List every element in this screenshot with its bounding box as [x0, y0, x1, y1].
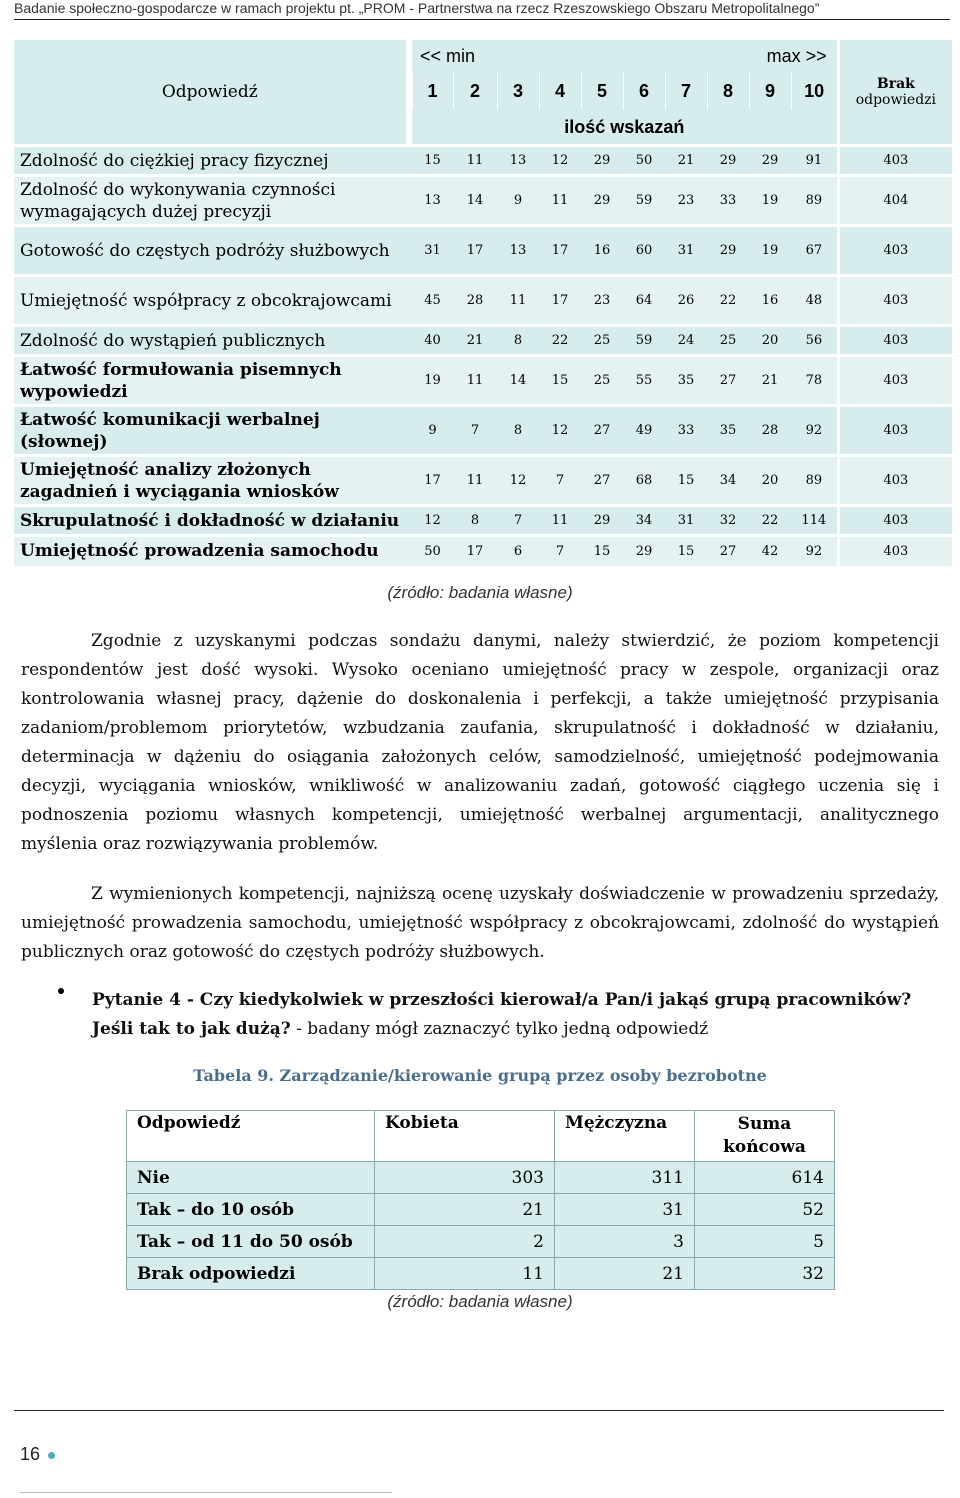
count-cell: 17	[412, 456, 453, 506]
count-cell: 12	[412, 506, 453, 536]
row-label: Brak odpowiedzi	[127, 1258, 375, 1290]
row-label: Skrupulatność i dokładność w działaniu	[14, 506, 412, 536]
table-row	[14, 276, 952, 326]
footer-line	[20, 1492, 392, 1493]
count-cell: 27	[707, 536, 749, 566]
count-cell: 78	[791, 356, 838, 406]
count-cell: 11	[453, 356, 497, 406]
row-label: Tak – do 10 osób	[127, 1194, 375, 1226]
table-row	[127, 1162, 835, 1194]
count-cell: 11	[497, 276, 539, 326]
count-cell: 24	[665, 326, 707, 356]
count-cell: 31	[665, 506, 707, 536]
row-label: Umiejętność analizy złożonych zagadnień i wyciągania wniosków	[14, 456, 412, 506]
header-answer: Odpowiedź	[127, 1111, 375, 1162]
row-label: Łatwość komunikacji werbalnej (słownej)	[14, 406, 412, 456]
row-label: Tak – od 11 do 50 osób	[127, 1226, 375, 1258]
count-cell: 20	[749, 326, 791, 356]
count-cell: 15	[412, 146, 453, 176]
count-cell: 23	[581, 276, 623, 326]
count-cell: 23	[665, 176, 707, 226]
male-cell: 31	[555, 1194, 695, 1226]
count-cell: 49	[623, 406, 665, 456]
page-number: 16	[20, 1444, 41, 1464]
count-cell: 31	[665, 226, 707, 276]
count-cell: 59	[623, 176, 665, 226]
count-cell: 68	[623, 456, 665, 506]
no-answer-cell: 403	[838, 276, 952, 326]
count-cell: 7	[453, 406, 497, 456]
question-note: - badany mógł zaznaczyć tylko jedną odpowiedź	[290, 1019, 709, 1039]
table-row	[14, 506, 952, 536]
count-cell: 7	[539, 536, 581, 566]
count-cell: 33	[665, 406, 707, 456]
table-row	[14, 326, 952, 356]
scale-value: 8	[707, 72, 749, 110]
male-cell: 311	[555, 1162, 695, 1194]
row-label: Łatwość formułowania pisemnych wypowiedzi	[14, 356, 412, 406]
scale-value: 9	[749, 72, 791, 110]
header-female: Kobieta	[375, 1111, 555, 1162]
count-cell: 40	[412, 326, 453, 356]
count-cell: 29	[707, 226, 749, 276]
count-cell: 25	[581, 356, 623, 406]
count-cell: 33	[707, 176, 749, 226]
count-cell: 17	[539, 226, 581, 276]
table-row	[14, 456, 952, 506]
count-cell: 67	[791, 226, 838, 276]
no-answer-cell: 403	[838, 326, 952, 356]
count-cell: 34	[623, 506, 665, 536]
row-label: Umiejętność prowadzenia samochodu	[14, 536, 412, 566]
count-cell: 32	[707, 506, 749, 536]
no-answer-cell: 403	[838, 456, 952, 506]
count-cell: 92	[791, 406, 838, 456]
footer-rule	[14, 1410, 944, 1411]
table-row	[14, 536, 952, 566]
count-cell: 14	[453, 176, 497, 226]
count-label: ilość wskazań	[412, 110, 838, 146]
count-cell: 15	[665, 456, 707, 506]
count-cell: 22	[539, 326, 581, 356]
paragraph-1: Zgodnie z uzyskanymi podczas sondażu danymi, należy stwierdzić, że poziom kompetencji respondentów jest dość wysoki. Wysoko oceniano umiejętność pracy w zespole, organizacji oraz kontrolowania własnej pracy, dążenie do doskonalenia i perfekcji, a także umiejętność przypisania zadaniom/problemom priorytetów, wzbudzania zaufania, skrupulatność i dokładność w działaniu, determinacja w dążeniu do osiągania założonych celów, samodzielność, umiejętność podejmowania decyzji, wyciągania wniosków, wnikliwość w analizowaniu zadań, gotowość ciągłego uczenia się i podnoszenia poziomu własnych kompetencji, umiejętność werbalnej argumentacji, analitycznego myślenia oraz rozwiązywania problemów.	[21, 631, 939, 854]
count-cell: 7	[539, 456, 581, 506]
header-sum: Suma końcowa	[695, 1111, 835, 1162]
sum-cell: 32	[695, 1258, 835, 1290]
count-cell: 59	[623, 326, 665, 356]
table-row	[127, 1194, 835, 1226]
no-answer-header: Brak odpowiedzi	[838, 40, 952, 146]
no-answer-cell: 403	[838, 226, 952, 276]
count-cell: 15	[581, 536, 623, 566]
scale-value: 5	[581, 72, 623, 110]
count-cell: 9	[497, 176, 539, 226]
count-cell: 11	[453, 146, 497, 176]
table-row	[127, 1226, 835, 1258]
male-cell: 21	[555, 1258, 695, 1290]
count-cell: 12	[539, 146, 581, 176]
count-cell: 21	[665, 146, 707, 176]
scale-value: 7	[665, 72, 707, 110]
no-answer-cell: 403	[838, 506, 952, 536]
count-cell: 12	[497, 456, 539, 506]
header-rule	[14, 19, 950, 20]
count-cell: 50	[412, 536, 453, 566]
count-cell: 45	[412, 276, 453, 326]
count-cell: 11	[539, 176, 581, 226]
female-cell: 2	[375, 1226, 555, 1258]
count-cell: 17	[453, 226, 497, 276]
count-cell: 7	[497, 506, 539, 536]
management-table	[126, 1110, 835, 1290]
count-cell: 16	[749, 276, 791, 326]
count-cell: 89	[791, 456, 838, 506]
bullet-icon	[58, 988, 64, 994]
count-cell: 9	[412, 406, 453, 456]
count-cell: 16	[581, 226, 623, 276]
question-4	[92, 986, 942, 1044]
table-row	[14, 406, 952, 456]
count-cell: 42	[749, 536, 791, 566]
count-cell: 13	[497, 226, 539, 276]
count-cell: 26	[665, 276, 707, 326]
scale-max-label: max >>	[623, 40, 838, 72]
table2-source: (źródło: badania własne)	[387, 1292, 573, 1311]
count-cell: 28	[453, 276, 497, 326]
count-cell: 55	[623, 356, 665, 406]
scale-min-label: << min	[412, 40, 623, 72]
scale-value: 4	[539, 72, 581, 110]
running-header: Badanie społeczno-gospodarcze w ramach projektu pt. „PROM - Partnerstwa na rzecz Rzeszowskiego Obszaru Metropolitalnego”	[14, 0, 820, 16]
question-text: Pytanie 4 - Czy kiedykolwiek w przeszłości kierował/a Pan/i jakąś grupą pracowników? Jeśli tak to jak dużą?	[92, 990, 912, 1039]
table2-caption: Tabela 9. Zarządzanie/kierowanie grupą przez osoby bezrobotne	[193, 1066, 767, 1085]
count-cell: 25	[707, 326, 749, 356]
count-cell: 56	[791, 326, 838, 356]
count-cell: 12	[539, 406, 581, 456]
count-cell: 29	[581, 176, 623, 226]
no-answer-cell: 403	[838, 406, 952, 456]
table-row	[14, 176, 952, 226]
table-row	[14, 146, 952, 176]
female-cell: 11	[375, 1258, 555, 1290]
count-cell: 27	[707, 356, 749, 406]
count-cell: 8	[453, 506, 497, 536]
scale-value: 3	[497, 72, 539, 110]
count-cell: 91	[791, 146, 838, 176]
row-label: Gotowość do częstych podróży służbowych	[14, 226, 412, 276]
count-cell: 50	[623, 146, 665, 176]
male-cell: 3	[555, 1226, 695, 1258]
count-cell: 25	[581, 326, 623, 356]
female-cell: 21	[375, 1194, 555, 1226]
count-cell: 11	[539, 506, 581, 536]
female-cell: 303	[375, 1162, 555, 1194]
count-cell: 29	[581, 506, 623, 536]
count-cell: 21	[749, 356, 791, 406]
sum-cell: 614	[695, 1162, 835, 1194]
count-cell: 29	[749, 146, 791, 176]
scale-value: 10	[791, 72, 838, 110]
count-cell: 60	[623, 226, 665, 276]
count-cell: 6	[497, 536, 539, 566]
row-label: Zdolność do ciężkiej pracy fizycznej	[14, 146, 412, 176]
count-cell: 29	[623, 536, 665, 566]
page-dot-icon	[48, 1452, 55, 1459]
count-cell: 48	[791, 276, 838, 326]
count-cell: 27	[581, 406, 623, 456]
no-answer-cell: 403	[838, 146, 952, 176]
row-label: Nie	[127, 1162, 375, 1194]
count-cell: 17	[539, 276, 581, 326]
header-male: Mężczyzna	[555, 1111, 695, 1162]
competencies-table	[14, 40, 952, 566]
count-cell: 13	[412, 176, 453, 226]
count-cell: 22	[749, 506, 791, 536]
sum-cell: 5	[695, 1226, 835, 1258]
sum-cell: 52	[695, 1194, 835, 1226]
count-cell: 8	[497, 326, 539, 356]
count-cell: 89	[791, 176, 838, 226]
count-cell: 28	[749, 406, 791, 456]
count-cell: 31	[412, 226, 453, 276]
count-cell: 19	[749, 226, 791, 276]
paragraph-2: Z wymienionych kompetencji, najniższą ocenę uzyskały doświadczenie w prowadzeniu sprzedaży, umiejętność prowadzenia samochodu, umiejętność współpracy z obcokrajowcami, zdolność do wystąpień publicznych oraz gotowość do częstych podróży służbowych.	[21, 884, 939, 962]
count-cell: 17	[453, 536, 497, 566]
row-label: Zdolność do wystąpień publicznych	[14, 326, 412, 356]
table-row	[127, 1258, 835, 1290]
count-cell: 11	[453, 456, 497, 506]
count-cell: 27	[581, 456, 623, 506]
row-label: Zdolność do wykonywania czynności wymagających dużej precyzji	[14, 176, 412, 226]
count-cell: 15	[539, 356, 581, 406]
count-cell: 14	[497, 356, 539, 406]
count-cell: 92	[791, 536, 838, 566]
count-cell: 34	[707, 456, 749, 506]
table1-source: (źródło: badania własne)	[387, 583, 573, 602]
table-row	[14, 356, 952, 406]
no-answer-cell: 404	[838, 176, 952, 226]
answer-header: Odpowiedź	[14, 40, 412, 146]
count-cell: 20	[749, 456, 791, 506]
count-cell: 29	[707, 146, 749, 176]
count-cell: 8	[497, 406, 539, 456]
count-cell: 19	[749, 176, 791, 226]
count-cell: 35	[707, 406, 749, 456]
no-answer-cell: 403	[838, 536, 952, 566]
count-cell: 19	[412, 356, 453, 406]
count-cell: 114	[791, 506, 838, 536]
no-answer-cell: 403	[838, 356, 952, 406]
table-row	[14, 226, 952, 276]
count-cell: 13	[497, 146, 539, 176]
row-label: Umiejętność współpracy z obcokrajowcami	[14, 276, 412, 326]
count-cell: 15	[665, 536, 707, 566]
count-cell: 64	[623, 276, 665, 326]
count-cell: 21	[453, 326, 497, 356]
count-cell: 22	[707, 276, 749, 326]
count-cell: 35	[665, 356, 707, 406]
scale-value: 2	[453, 72, 497, 110]
scale-value: 1	[412, 72, 453, 110]
scale-value: 6	[623, 72, 665, 110]
count-cell: 29	[581, 146, 623, 176]
